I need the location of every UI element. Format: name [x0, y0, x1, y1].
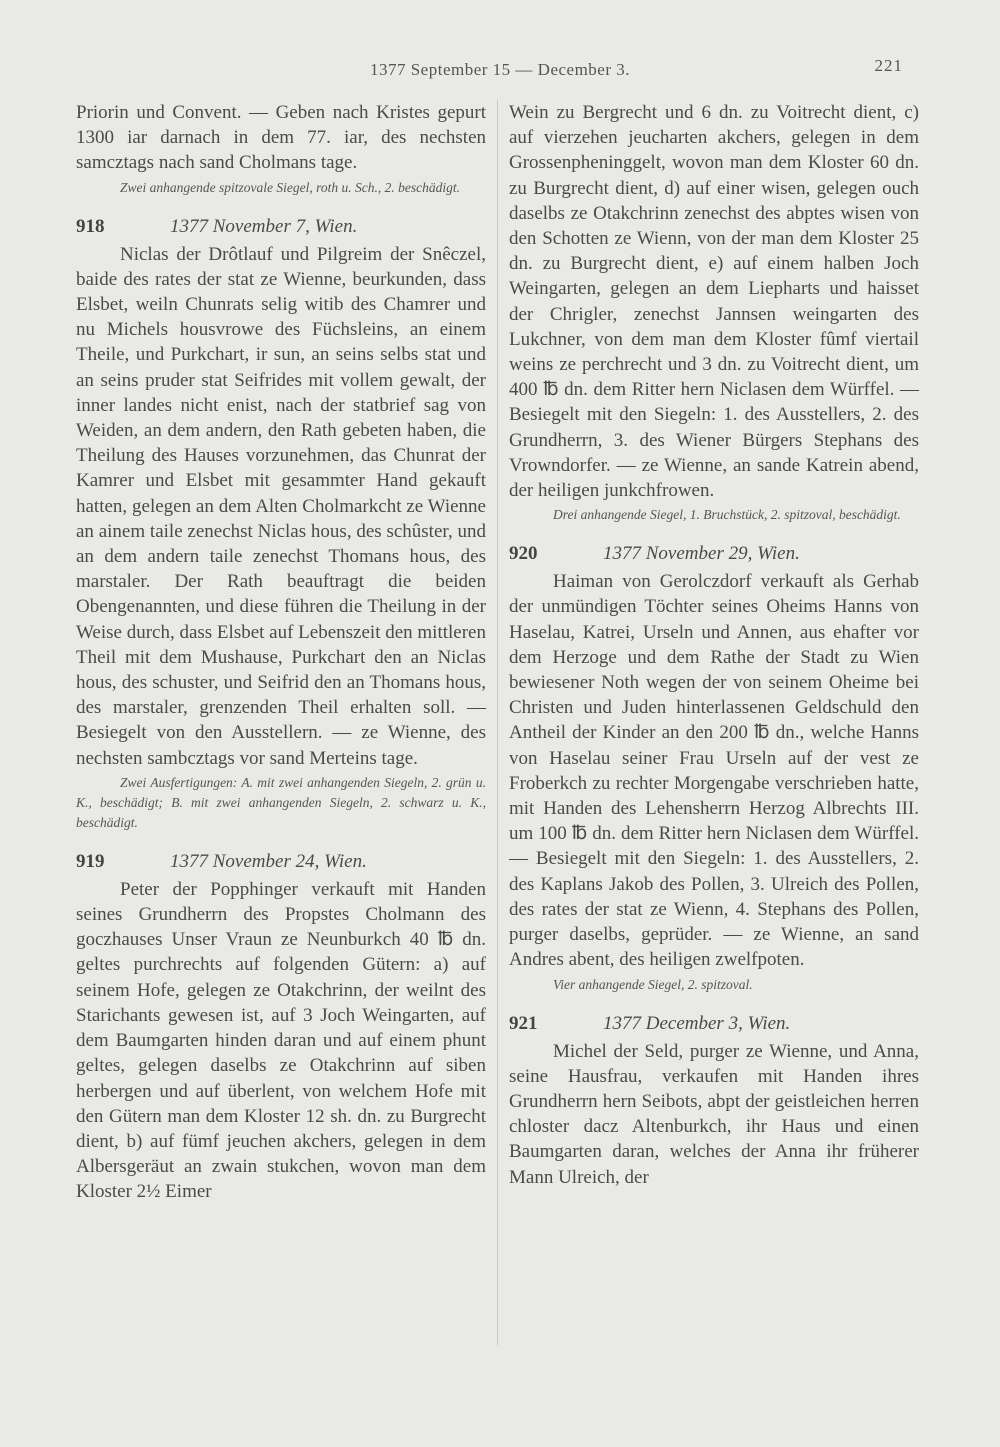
intro-seal-note: Zwei anhangende spitzovale Siegel, roth u. Sch., 2. beschädigt. — [120, 179, 460, 195]
entry-921-date: 1377 December 3, Wien. — [603, 1012, 791, 1034]
entry-918-number: 918 — [76, 215, 105, 237]
entry-918-seal-note: Zwei Ausfertigungen: A. mit zwei anhangenden Siegeln, 2. grün u. K., beschädigt; B. mit zwei anhangenden Siegeln, 2. schwarz u. K., beschädigt. — [76, 774, 486, 830]
entry-919-continuation: Wein zu Bergrecht und 6 dn. zu Voitrecht dient, c) auf vierzehen jeucharten akchers, gelegen in dem Grossenpheninggelt, wovon man dem Kloster 60 dn. zu Burgrecht dient, d) auf einer wisen, gelegen ouch daselbs ze Otakchrinn zenechst des abptes wisen von den Schotten ze Wienn, von der man dem Kloster 25 dn. zu Burgrecht dient, e) auf einem halben Joch Weingarten, gelegen an dem Liepharts und haisset der Chrigler, zenechst Jannsen weingarten des Lukchner, von dem man dem Kloster fûmf viertail weins ze perchrecht und 3 dn. zu Voitrecht dient, um 400 ℔ dn. dem Ritter hern Niclasen dem Würffel. — Besiegelt mit den Siegeln: 1. des Ausstellers, 2. des Grundherrn, 3. des Wiener Bürgers Stephans des Vrowndorfer. — ze Wienne, an sande Katrein abend, der heiligen junkchfrowen. — [509, 102, 919, 502]
entry-918-body: Niclas der Drôtlauf und Pilgreim der Snêczel, baide des rates der stat ze Wienne, beurkunden, dass Elsbet, weiln Chunrats selig witib des Chamrer und nu Michels housvrowe des Füchsleins, an einem Theile, und Purkchart, ir sun, an seins selbs stat und an seins pruder stat Seifrides mit vollem gewalt, der inner landes nicht enist, nach der statbrief sag von Weiden, an dem andern, den Rath gebeten haben, die Theilung des Hauses vorzunehmen, das Chunrat der Kamrer und Elsbet mit gesammter Hand gekauft hatten, gelegen an dem Alten Cholmarkcht ze Wienne an ainem taile zenechst Niclas hous, des schûster, und an dem andern taile zenechst Thomans hous, des marstaler. Der Rath beauftragt die beiden Obengenannten, und diese führen die Theilung in der Weise durch, dass Elsbet auf Lebenszeit den mittleren Theil mit dem Mushause, Purkchart den an Niclas hous, des schuster, und Seifrid den an Thomans hous, des marstaler, grenzenden Theil erhalten soll. — Besiegelt von den Ausstellern. — ze Wienne, des nechsten sambcztags vor sand Merteins tage. — [76, 243, 486, 769]
intro-paragraph: Priorin und Convent. — Geben nach Kristes gepurt 1300 iar darnach in dem 77. iar, des nechsten samcztags nach sand Cholmans tage. — [76, 102, 486, 174]
running-head: 1377 September 15 — December 3. — [369, 60, 631, 79]
entry-919-heading — [76, 851, 486, 873]
left-column — [76, 100, 486, 1205]
entry-919-body: Peter der Popphinger verkauft mit Handen seines Grundherrn des Propstes Cholmann des goczhauses Unser Vraun ze Neunburkch 40 ℔ dn. geltes purchrechts auf folgenden Gütern: a) auf seinem Hofe, gelegen ze Otakchrinn, der weilnt des Starichants gewesen ist, auf 3 Joch Weingarten, auf dem Baumgarten hinden daran und auf einem phunt geltes, gelegen daselbs ze Otakchrinn auf siben herbergen und auf überlent, von welchem Hofe mit den Gütern man dem Kloster 12 sh. dn. zu Burgrecht dient, b) auf fümf jeuchen akchers, gelegen in dem Albersgeräut an zwain stukchen, wovon man dem Kloster 2½ Eimer — [76, 878, 486, 1203]
entry-918-date: 1377 November 7, Wien. — [170, 215, 358, 237]
entry-920-body: Haiman von Gerolczdorf verkauft als Gerhab der unmündigen Töchter seines Oheims Hanns von Haselau, Katrei, Urseln und Annen, aus ehafter vor dem Herzoge und dem Rathe der Stadt zu Wien bewiesener Noth wegen der von seinem Oheime bei Christen und Juden hinterlassenen Geldschuld den Antheil der Kinder an den 200 ℔ dn., welche Hanns von Haselau seiner Frau Urseln auf der vest ze Froberkch zu rechter Morgengabe verschrieben hatte, mit Handen des Lehensherrn Herzog Albrechts III. um 100 ℔ dn. dem Ritter hern Niclasen dem Würffel. — Besiegelt mit den Siegeln: 1. des Ausstellers, 2. des Kaplans Jakob des Pollen, 3. Ulreich des Pollen, des rates der stat ze Wienn, 4. Stephans des Pollen, purger daselbs, geprüder. — ze Wienne, an sand Andres abent, des heiligen zwelfpoten. — [509, 571, 919, 971]
column-divider — [497, 100, 498, 1345]
right-column — [509, 100, 919, 1190]
page-number: 221 — [874, 56, 903, 75]
entry-918-heading — [76, 216, 486, 238]
entry-921-body: Michel der Seld, purger ze Wienne, und Anna, seine Hausfrau, verkaufen mit Handen ihres Grundherrn hern Seibots, abpt der geistleichen herren chloster dacz Altenburkch, ihr Haus und einen Baumgarten daran, welches der Anna ihr früherer Mann Ulreich, der — [509, 1040, 919, 1188]
entry-921-heading — [509, 1013, 919, 1035]
entry-919-number: 919 — [76, 850, 105, 872]
entry-920-heading — [509, 543, 919, 565]
entry-919-date: 1377 November 24, Wien. — [170, 850, 367, 872]
entry-919-seal-note: Drei anhangende Siegel, 1. Bruchstück, 2. spitzoval, beschädigt. — [553, 507, 901, 523]
entry-920-date: 1377 November 29, Wien. — [603, 543, 800, 565]
entry-921-number: 921 — [509, 1012, 538, 1034]
entry-920-seal-note: Vier anhangende Siegel, 2. spitzoval. — [553, 976, 753, 992]
entry-920-number: 920 — [509, 543, 538, 565]
